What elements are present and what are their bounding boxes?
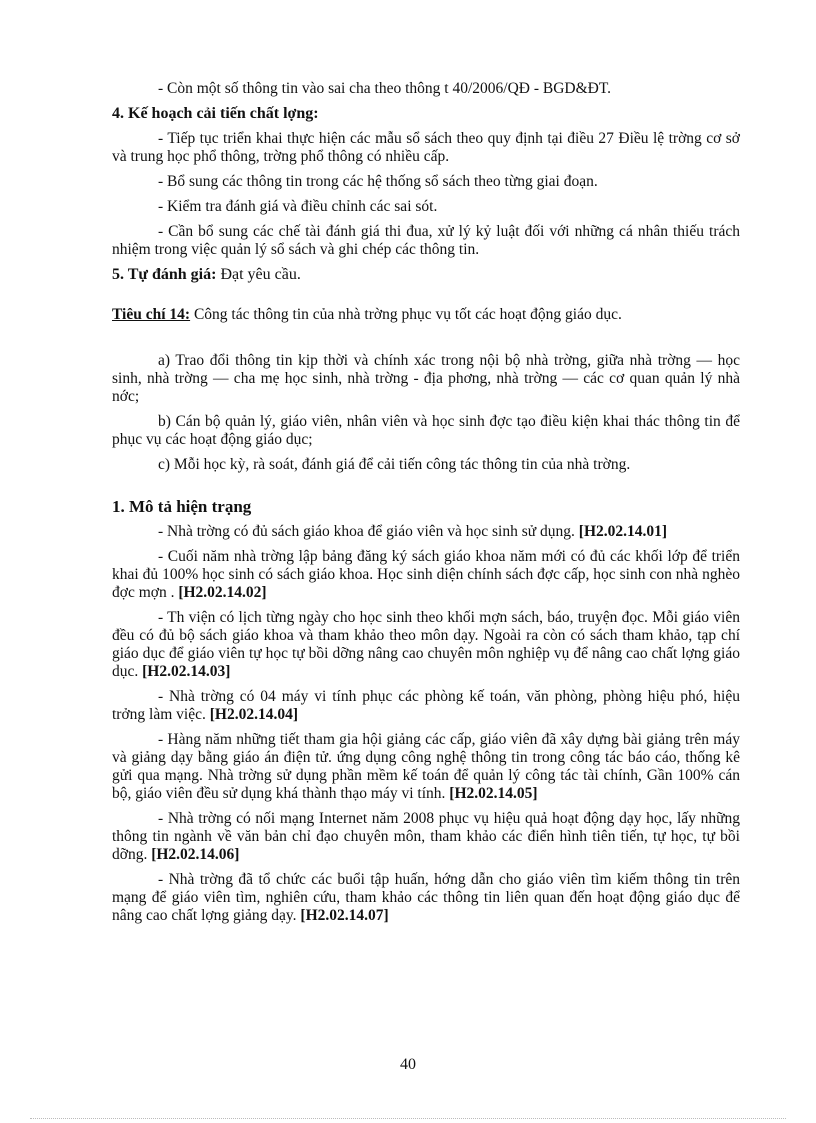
status-paragraph-2 (112, 548, 740, 602)
evidence-code-5: [H2.02.14.05] (449, 785, 538, 802)
status-paragraph-4 (112, 688, 740, 724)
criterion-item-c: c) Mỗi học kỳ, rà soát, đánh giá để cải tiến công tác thông tin của nhà trờng. (158, 456, 631, 473)
paragraph-info-errors: - Còn một số thông tin vào sai cha theo thông t 40/2006/QĐ - BGD&ĐT. (158, 80, 612, 97)
evidence-code-6: [H2.02.14.06] (151, 846, 240, 863)
status-text-5: - Hàng năm những tiết tham gia hội giảng các cấp, giáo viên đã xây dựng bài giảng trên máy và giảng dạy bằng giáo án điện tử. ứng dụng công nghệ thông tin trong công tác báo cáo, thống kê gửi qua mạng. Nhà trờng sử dụng phần mềm kế toán để quản lý công tác tài chính, Gần 100% cán bộ, giáo viên đều sử dụng khá thành thạo máy vi tính. (112, 731, 740, 802)
status-paragraph-5 (112, 731, 740, 803)
heading-current-status: 1. Mô tả hiện trạng (112, 497, 252, 516)
status-text-6: - Nhà trờng có nối mạng Internet năm 2008 phục vụ hiệu quả hoạt động dạy học, lấy những thông tin ngành về văn bản chỉ đạo chuyên môn, tham khảo các điển hình tiên tiến, tự học, tự bồi dỡng. (112, 810, 740, 863)
paragraph-plan-3: - Kiểm tra đánh giá và điều chỉnh các sai sót. (158, 198, 438, 215)
paragraph-plan-1: - Tiếp tục triển khai thực hiện các mẫu sổ sách theo quy định tại điều 27 Điều lệ trờng cơ sở và trung học phổ thông, trờng phổ thông có nhiều cấp. (112, 130, 740, 165)
criterion-14 (112, 306, 740, 324)
evidence-code-1: [H2.02.14.01] (578, 523, 668, 540)
evidence-code-4: [H2.02.14.04] (209, 706, 298, 723)
criterion-text: Công tác thông tin của nhà trờng phục vụ tốt các hoạt động giáo dục. (190, 306, 622, 323)
heading-self-assessment (112, 266, 740, 284)
status-paragraph-6 (112, 810, 740, 864)
criterion-label: Tiêu chí 14: (112, 306, 191, 323)
criterion-item-b: b) Cán bộ quản lý, giáo viên, nhân viên và học sinh đợc tạo điều kiện khai thác thông tin để phục vụ các hoạt động giáo dục; (112, 413, 740, 448)
page-number: 40 (400, 1056, 416, 1073)
status-paragraph-7 (112, 871, 740, 925)
status-text-4: - Nhà trờng có 04 máy vi tính phục các phòng kế toán, văn phòng, phòng hiệu phó, hiệu trởng làm việc. (112, 688, 740, 723)
status-paragraph-1 (112, 523, 740, 541)
heading-improvement-plan: 4. Kế hoạch cải tiến chất lợng: (112, 105, 319, 122)
paragraph-plan-2: - Bổ sung các thông tin trong các hệ thống sổ sách theo từng giai đoạn. (158, 173, 598, 190)
self-assessment-text: Đạt yêu cầu. (216, 266, 301, 283)
evidence-code-3: [H2.02.14.03] (142, 663, 231, 680)
self-assessment-label: 5. Tự đánh giá: (112, 266, 217, 283)
paragraph-plan-4: - Cần bổ sung các chế tài đánh giá thi đua, xử lý kỷ luật đối với những cá nhân thiếu trách nhiệm trong việc quản lý sổ sách và ghi chép các thông tin. (112, 223, 740, 258)
evidence-code-7: [H2.02.14.07] (300, 907, 389, 924)
document-page (112, 80, 740, 932)
status-text-1: - Nhà trờng có đủ sách giáo khoa để giáo viên và học sinh sử dụng. (158, 523, 575, 540)
status-text-7: - Nhà trờng đã tổ chức các buổi tập huấn, hớng dẫn cho giáo viên tìm kiếm thông tin trên mạng để giáo viên tìm, nghiên cứu, tham khảo các thông tin liên quan đến hoạt động giáo dục để nâng cao chất lợng giảng dạy. (112, 871, 740, 924)
status-text-3: - Th viện có lịch từng ngày cho học sinh theo khối mợn sách, báo, truyện đọc. Mỗi giáo viên đều có đủ bộ sách giáo khoa và tham khảo theo môn dạy. Ngoài ra còn có sách tham khảo, tạp chí giáo dục để giáo viên tự học tự bồi dỡng nâng cao chuyên môn nghiệp vụ để nâng cao chất lợng giáo dục. (112, 609, 740, 680)
status-paragraph-3 (112, 609, 740, 681)
criterion-item-a: a) Trao đổi thông tin kịp thời và chính xác trong nội bộ nhà trờng, giữa nhà trờng — học sinh, nhà trờng — cha mẹ học sinh, nhà trờng - địa phơng, nhà trờng — các cơ quan quản lý nhà nớc; (112, 352, 740, 405)
status-text-2: - Cuối năm nhà trờng lập bảng đăng ký sách giáo khoa năm mới có đủ các khối lớp để triển khai đủ 100% học sinh có sách giáo khoa. Học sinh diện chính sách đợc cấp, học sinh con nhà nghèo đợc mợn . (112, 548, 740, 601)
page-bottom-divider (30, 1118, 786, 1119)
evidence-code-2: [H2.02.14.02] (178, 584, 267, 601)
